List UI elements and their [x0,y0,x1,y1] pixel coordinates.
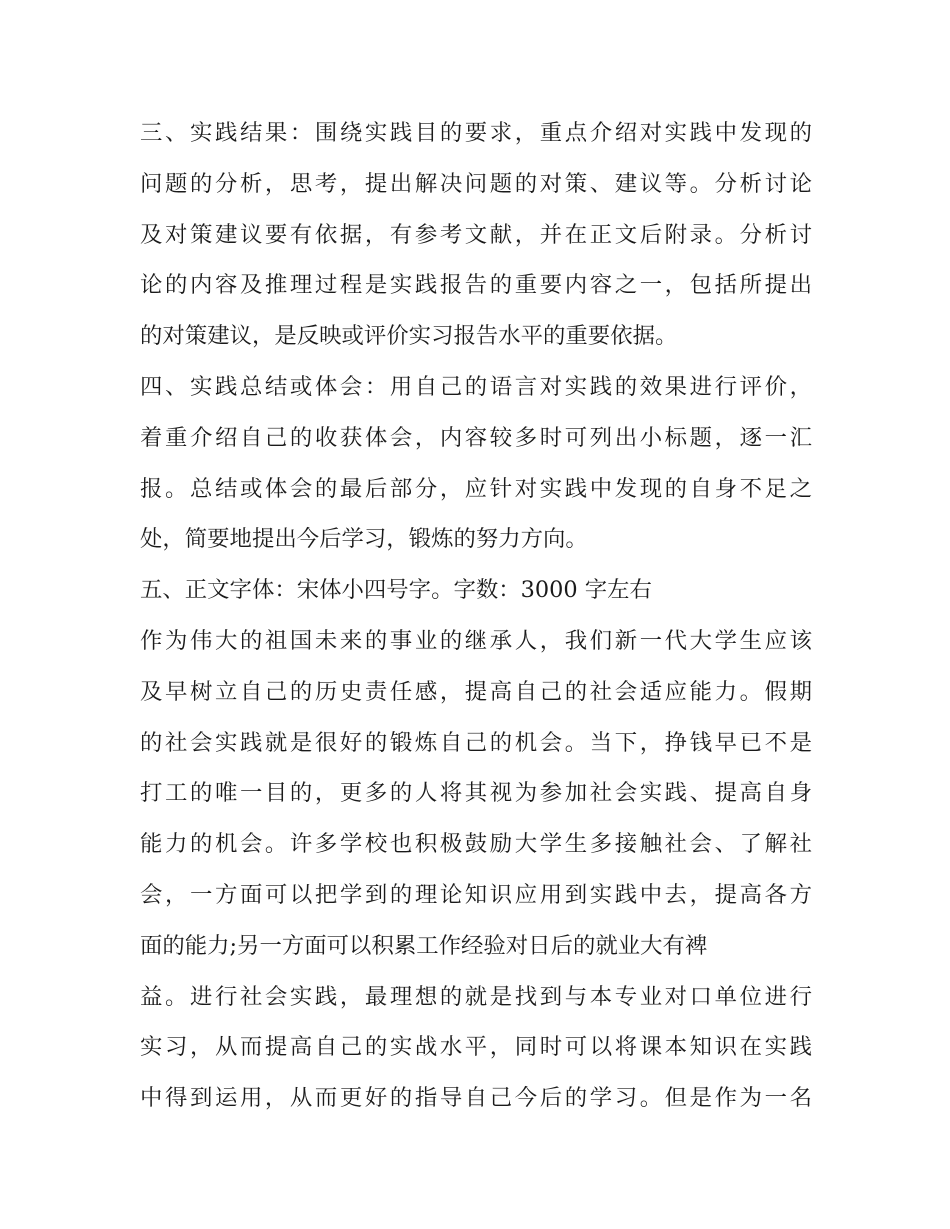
text-line: 能力的机会。许多学校也积极鼓励大学生多接触社会、了解社 [140,831,812,858]
text-line: 的社会实践就是很好的锻炼自己的机会。当下，挣钱早已不是 [140,729,812,756]
text-line: 着重介绍自己的收获体会，内容较多时可列出小标题，逐一汇 [140,424,812,451]
text-line: 四、实践总结或体会：用自己的语言对实践的效果进行评价， [140,373,812,400]
text-line: 的对策建议，是反映或评价实习报告水平的重要依据。 [140,323,678,350]
text-line: 打工的唯一目的，更多的人将其视为参加社会实践、提高自身 [140,780,812,807]
text-line: 作为伟大的祖国未来的事业的继承人，我们新一代大学生应该 [140,627,812,654]
text-line: 处，简要地提出今后学习，锻炼的努力方向。 [140,526,588,553]
text-line: 论的内容及推理过程是实践报告的重要内容之一，包括所提出 [140,272,812,299]
text-line: 益。进行社会实践，最理想的就是找到与本专业对口单位进行 [140,983,812,1010]
text-line: 会，一方面可以把学到的理论知识应用到实践中去，提高各方 [140,881,812,908]
text-line: 实习，从而提高自己的实战水平，同时可以将课本知识在实践 [140,1034,812,1061]
text-line: 报。总结或体会的最后部分，应针对实践中发现的自身不足之 [140,475,812,502]
text-line: 中得到运用，从而更好的指导自己今后的学习。但是作为一名 [140,1085,812,1112]
text-line: 及早树立自己的历史责任感，提高自己的社会适应能力。假期 [140,678,812,705]
text-line: 三、实践结果：围绕实践目的要求，重点介绍对实践中发现的 [140,120,812,146]
text-line: 五、正文字体：宋体小四号字。字数：3000 字左右 [140,577,652,604]
text-line: 问题的分析，思考，提出解决问题的对策、建议等。分析讨论 [140,170,812,197]
text-line: 面的能力;另一方面可以积累工作经验对日后的就业大有裨 [140,932,708,959]
text-line: 及对策建议要有依据，有参考文献，并在正文后附录。分析讨 [140,221,812,248]
body-text [140,108,812,1124]
